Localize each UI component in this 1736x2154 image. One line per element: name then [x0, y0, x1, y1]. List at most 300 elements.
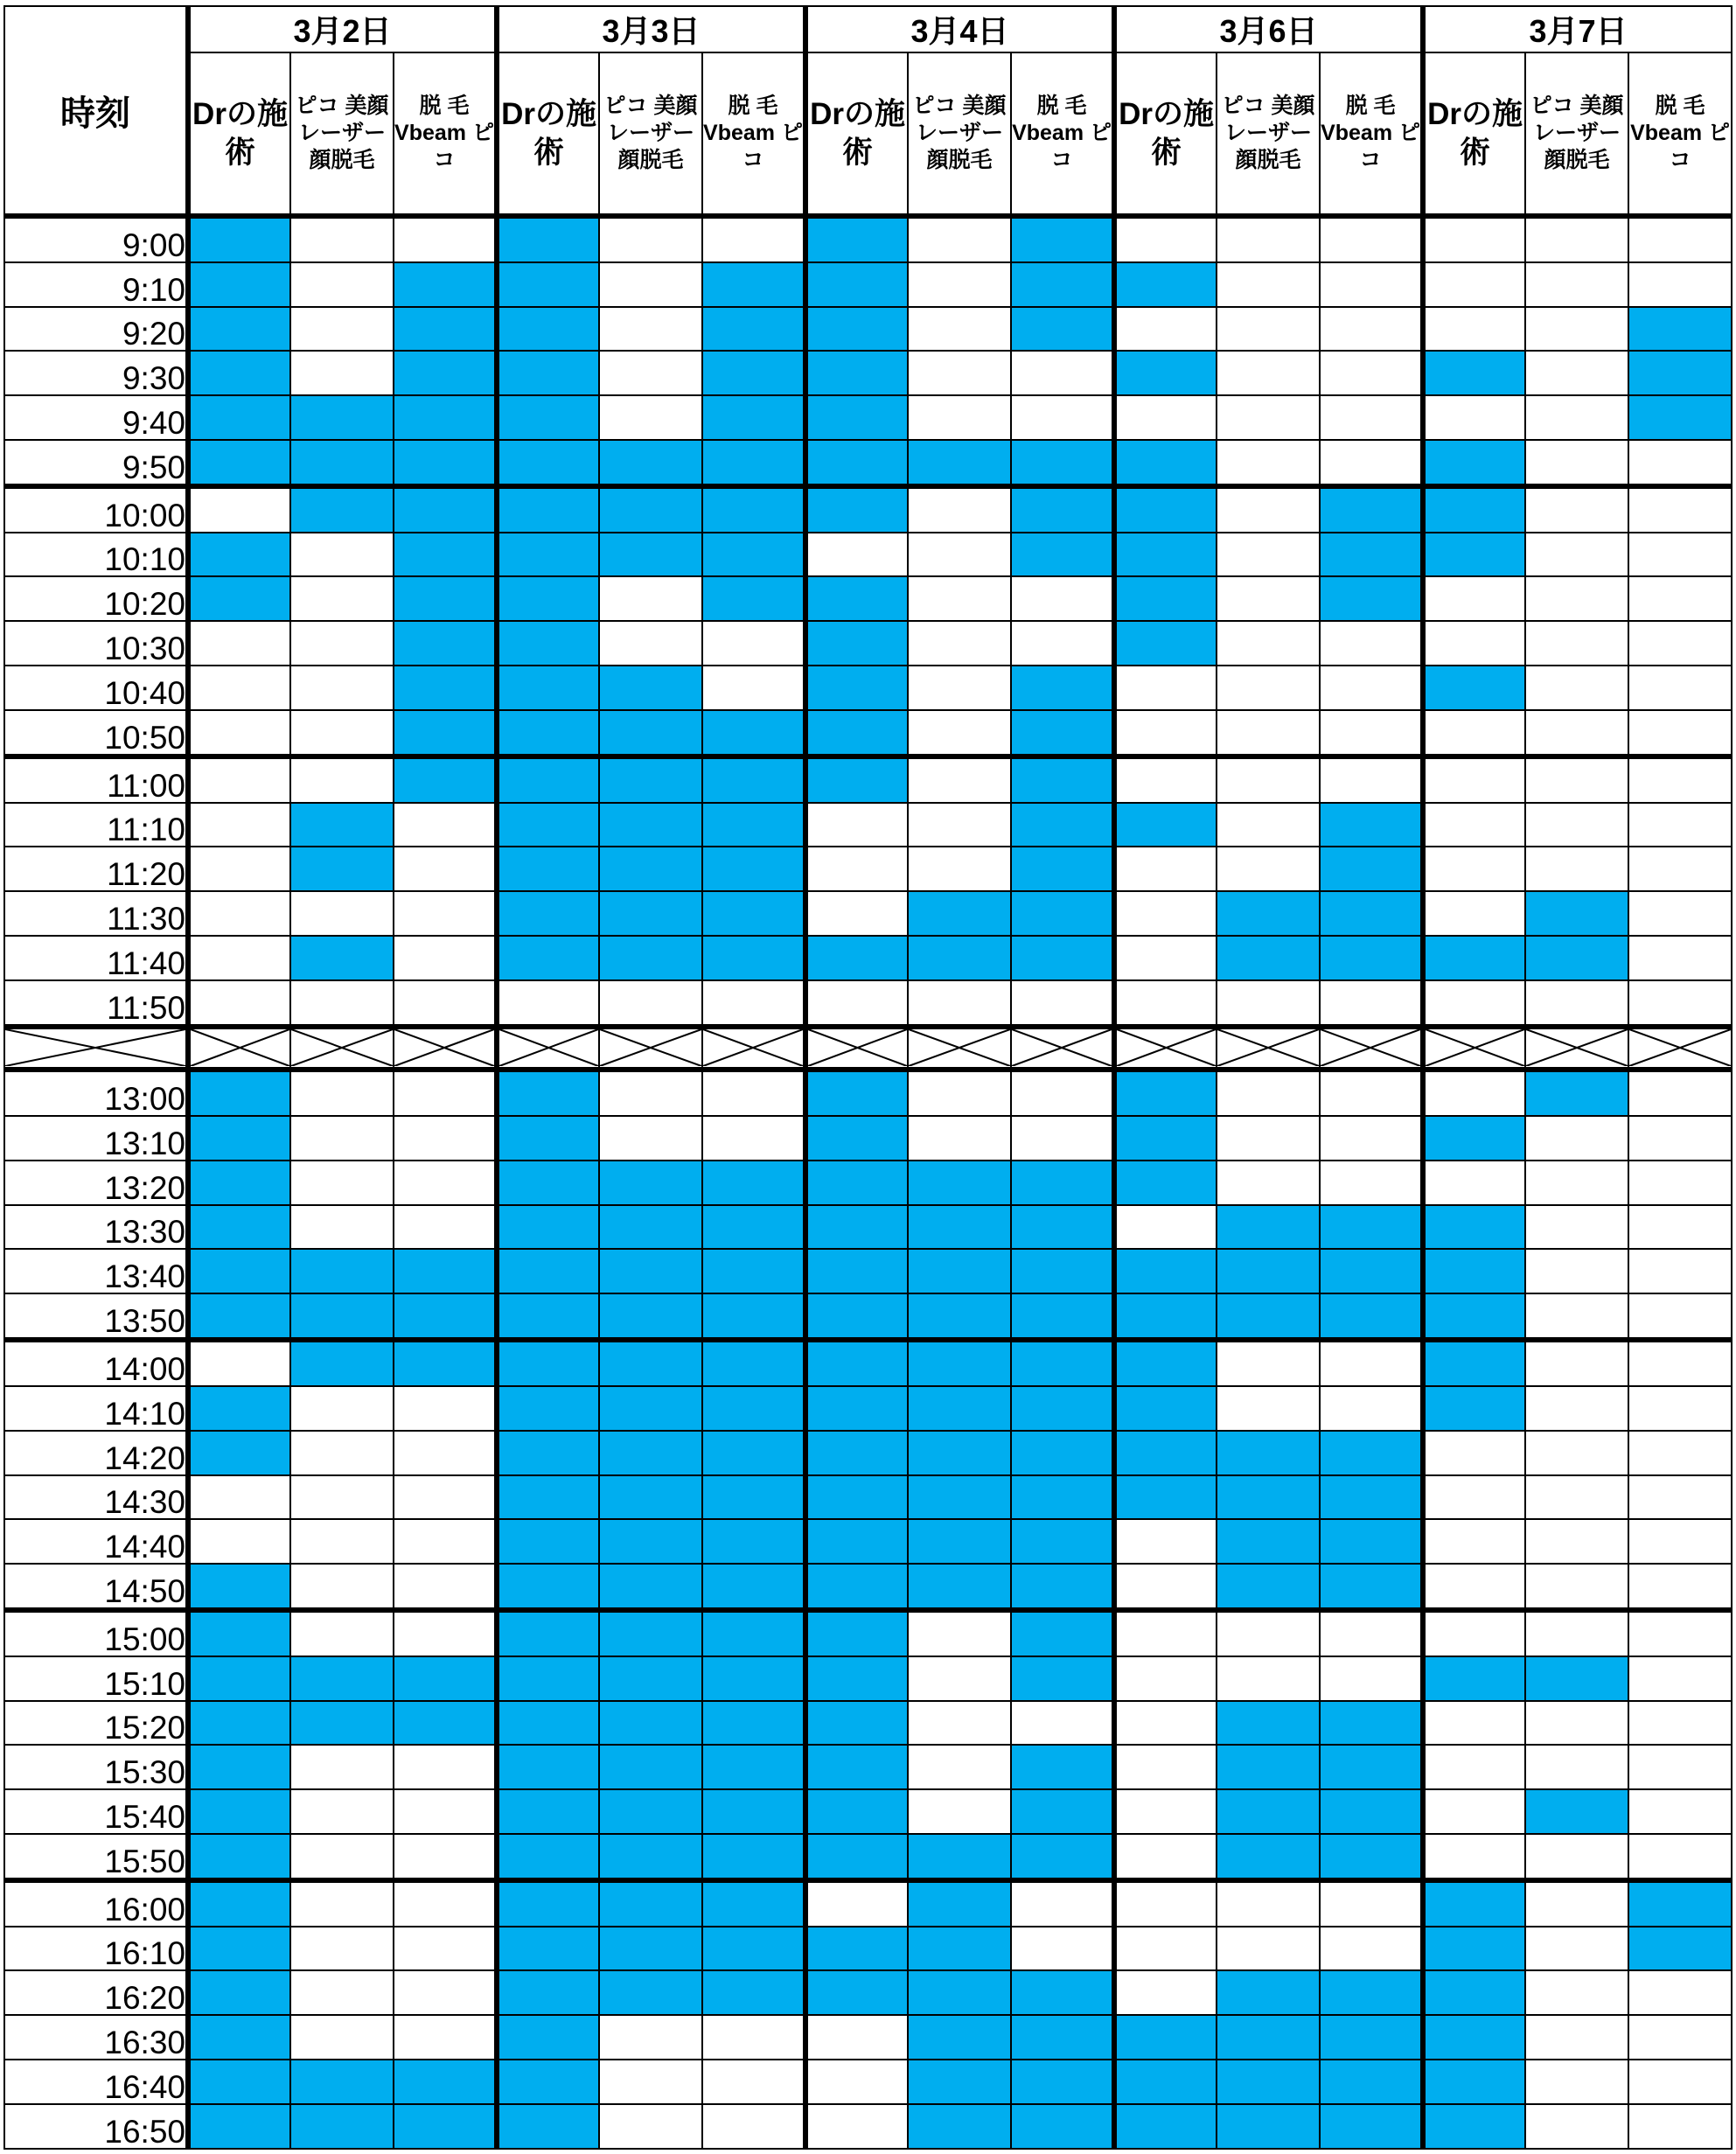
- slot-free[interactable]: [1114, 1701, 1217, 1746]
- slot-booked[interactable]: [599, 1475, 702, 1520]
- slot-booked[interactable]: [497, 576, 599, 621]
- slot-free[interactable]: [1423, 1564, 1525, 1610]
- slot-free[interactable]: [1217, 486, 1320, 533]
- slot-booked[interactable]: [702, 1834, 805, 1880]
- slot-booked[interactable]: [497, 666, 599, 710]
- slot-booked[interactable]: [805, 216, 908, 262]
- slot-free[interactable]: [1011, 1927, 1114, 1971]
- slot-booked[interactable]: [1011, 2015, 1114, 2060]
- slot-booked[interactable]: [188, 1564, 290, 1610]
- slot-free[interactable]: [290, 262, 394, 307]
- slot-free[interactable]: [1423, 980, 1525, 1027]
- slot-booked[interactable]: [805, 1431, 908, 1475]
- slot-booked[interactable]: [805, 1564, 908, 1610]
- slot-booked[interactable]: [497, 1834, 599, 1880]
- slot-free[interactable]: [394, 936, 497, 980]
- slot-booked[interactable]: [497, 621, 599, 666]
- slot-free[interactable]: [1628, 1340, 1732, 1386]
- slot-free[interactable]: [290, 2015, 394, 2060]
- slot-free[interactable]: [1525, 2060, 1628, 2104]
- slot-free[interactable]: [908, 1070, 1011, 1116]
- slot-free[interactable]: [1114, 216, 1217, 262]
- slot-free[interactable]: [1525, 1475, 1628, 1520]
- slot-booked[interactable]: [497, 440, 599, 486]
- slot-free[interactable]: [1320, 980, 1423, 1027]
- slot-booked[interactable]: [599, 1249, 702, 1293]
- slot-booked[interactable]: [599, 710, 702, 756]
- slot-booked[interactable]: [188, 1610, 290, 1656]
- slot-free[interactable]: [188, 891, 290, 936]
- slot-booked[interactable]: [188, 1789, 290, 1834]
- slot-booked[interactable]: [394, 395, 497, 440]
- slot-booked[interactable]: [702, 307, 805, 352]
- slot-booked[interactable]: [1217, 936, 1320, 980]
- slot-booked[interactable]: [1011, 1519, 1114, 1564]
- slot-booked[interactable]: [1423, 1386, 1525, 1431]
- slot-free[interactable]: [1114, 891, 1217, 936]
- slot-free[interactable]: [1217, 710, 1320, 756]
- slot-booked[interactable]: [1320, 1293, 1423, 1340]
- slot-free[interactable]: [188, 1340, 290, 1386]
- slot-free[interactable]: [1628, 262, 1732, 307]
- slot-booked[interactable]: [599, 1745, 702, 1789]
- slot-booked[interactable]: [497, 756, 599, 803]
- slot-booked[interactable]: [1423, 2104, 1525, 2149]
- slot-free[interactable]: [1114, 1564, 1217, 1610]
- slot-free[interactable]: [1217, 1386, 1320, 1431]
- slot-booked[interactable]: [1628, 1927, 1732, 1971]
- slot-free[interactable]: [1525, 1745, 1628, 1789]
- slot-booked[interactable]: [188, 1880, 290, 1927]
- slot-booked[interactable]: [599, 1386, 702, 1431]
- slot-free[interactable]: [805, 2015, 908, 2060]
- slot-booked[interactable]: [1011, 1249, 1114, 1293]
- slot-free[interactable]: [1525, 1116, 1628, 1161]
- slot-booked[interactable]: [702, 262, 805, 307]
- slot-booked[interactable]: [394, 262, 497, 307]
- slot-free[interactable]: [1525, 1564, 1628, 1610]
- slot-free[interactable]: [908, 486, 1011, 533]
- slot-free[interactable]: [1320, 1880, 1423, 1927]
- slot-booked[interactable]: [599, 1431, 702, 1475]
- slot-free[interactable]: [1525, 1834, 1628, 1880]
- slot-free[interactable]: [1423, 621, 1525, 666]
- slot-booked[interactable]: [1114, 486, 1217, 533]
- slot-free[interactable]: [1011, 1701, 1114, 1746]
- slot-free[interactable]: [1217, 1927, 1320, 1971]
- slot-free[interactable]: [188, 803, 290, 847]
- slot-free[interactable]: [599, 2060, 702, 2104]
- slot-booked[interactable]: [290, 1656, 394, 1701]
- slot-booked[interactable]: [1114, 440, 1217, 486]
- slot-booked[interactable]: [702, 1386, 805, 1431]
- slot-free[interactable]: [908, 847, 1011, 891]
- slot-free[interactable]: [1011, 576, 1114, 621]
- slot-booked[interactable]: [702, 1610, 805, 1656]
- slot-booked[interactable]: [1320, 1564, 1423, 1610]
- slot-booked[interactable]: [497, 1519, 599, 1564]
- slot-booked[interactable]: [702, 1293, 805, 1340]
- slot-booked[interactable]: [702, 1745, 805, 1789]
- slot-booked[interactable]: [1217, 1249, 1320, 1293]
- slot-free[interactable]: [1114, 1610, 1217, 1656]
- slot-booked[interactable]: [805, 1656, 908, 1701]
- slot-booked[interactable]: [394, 440, 497, 486]
- slot-free[interactable]: [188, 710, 290, 756]
- slot-free[interactable]: [1628, 2104, 1732, 2149]
- slot-free[interactable]: [1628, 936, 1732, 980]
- slot-booked[interactable]: [1423, 1970, 1525, 2015]
- slot-free[interactable]: [1628, 1249, 1732, 1293]
- slot-free[interactable]: [1217, 1070, 1320, 1116]
- slot-booked[interactable]: [497, 1927, 599, 1971]
- slot-booked[interactable]: [1423, 936, 1525, 980]
- slot-free[interactable]: [1320, 621, 1423, 666]
- slot-booked[interactable]: [1320, 1519, 1423, 1564]
- slot-free[interactable]: [188, 666, 290, 710]
- slot-booked[interactable]: [1011, 262, 1114, 307]
- slot-booked[interactable]: [1011, 1834, 1114, 1880]
- slot-booked[interactable]: [702, 395, 805, 440]
- slot-booked[interactable]: [908, 1340, 1011, 1386]
- slot-booked[interactable]: [1217, 2015, 1320, 2060]
- slot-free[interactable]: [1114, 395, 1217, 440]
- slot-free[interactable]: [908, 710, 1011, 756]
- slot-free[interactable]: [1423, 576, 1525, 621]
- slot-free[interactable]: [290, 216, 394, 262]
- slot-booked[interactable]: [702, 576, 805, 621]
- slot-booked[interactable]: [394, 1340, 497, 1386]
- slot-booked[interactable]: [1011, 1789, 1114, 1834]
- slot-booked[interactable]: [599, 1834, 702, 1880]
- slot-booked[interactable]: [1320, 2060, 1423, 2104]
- slot-free[interactable]: [1320, 756, 1423, 803]
- slot-free[interactable]: [599, 1070, 702, 1116]
- slot-free[interactable]: [1628, 1161, 1732, 1205]
- slot-booked[interactable]: [1114, 1161, 1217, 1205]
- slot-free[interactable]: [1423, 1519, 1525, 1564]
- slot-booked[interactable]: [908, 1249, 1011, 1293]
- slot-booked[interactable]: [188, 576, 290, 621]
- slot-free[interactable]: [188, 1519, 290, 1564]
- slot-free[interactable]: [1114, 1205, 1217, 1250]
- slot-free[interactable]: [599, 216, 702, 262]
- slot-booked[interactable]: [1011, 936, 1114, 980]
- slot-booked[interactable]: [908, 891, 1011, 936]
- slot-booked[interactable]: [702, 803, 805, 847]
- slot-booked[interactable]: [805, 1386, 908, 1431]
- slot-free[interactable]: [908, 262, 1011, 307]
- slot-free[interactable]: [599, 262, 702, 307]
- slot-booked[interactable]: [805, 1293, 908, 1340]
- slot-booked[interactable]: [290, 2060, 394, 2104]
- slot-free[interactable]: [1423, 847, 1525, 891]
- slot-booked[interactable]: [702, 1340, 805, 1386]
- slot-free[interactable]: [1628, 847, 1732, 891]
- slot-booked[interactable]: [805, 395, 908, 440]
- slot-booked[interactable]: [1320, 1475, 1423, 1520]
- slot-free[interactable]: [188, 847, 290, 891]
- slot-booked[interactable]: [908, 1834, 1011, 1880]
- slot-free[interactable]: [908, 395, 1011, 440]
- slot-free[interactable]: [908, 756, 1011, 803]
- slot-free[interactable]: [1525, 351, 1628, 395]
- slot-free[interactable]: [1628, 533, 1732, 577]
- slot-booked[interactable]: [188, 1293, 290, 1340]
- slot-booked[interactable]: [497, 891, 599, 936]
- slot-booked[interactable]: [497, 262, 599, 307]
- slot-free[interactable]: [1114, 936, 1217, 980]
- slot-booked[interactable]: [1423, 1205, 1525, 1250]
- slot-free[interactable]: [1525, 1927, 1628, 1971]
- slot-free[interactable]: [1320, 1927, 1423, 1971]
- slot-booked[interactable]: [599, 1564, 702, 1610]
- slot-free[interactable]: [702, 666, 805, 710]
- slot-booked[interactable]: [290, 1340, 394, 1386]
- slot-free[interactable]: [908, 216, 1011, 262]
- slot-free[interactable]: [1628, 1519, 1732, 1564]
- slot-free[interactable]: [1628, 2060, 1732, 2104]
- slot-free[interactable]: [394, 1161, 497, 1205]
- slot-free[interactable]: [1423, 262, 1525, 307]
- slot-booked[interactable]: [702, 351, 805, 395]
- slot-booked[interactable]: [497, 1205, 599, 1250]
- slot-free[interactable]: [1525, 1610, 1628, 1656]
- slot-free[interactable]: [1320, 262, 1423, 307]
- slot-booked[interactable]: [599, 847, 702, 891]
- slot-free[interactable]: [290, 1386, 394, 1431]
- slot-free[interactable]: [908, 1789, 1011, 1834]
- slot-booked[interactable]: [497, 1656, 599, 1701]
- slot-free[interactable]: [1217, 533, 1320, 577]
- slot-free[interactable]: [1423, 710, 1525, 756]
- slot-booked[interactable]: [1011, 1475, 1114, 1520]
- slot-free[interactable]: [599, 395, 702, 440]
- slot-free[interactable]: [290, 1970, 394, 2015]
- slot-free[interactable]: [1628, 891, 1732, 936]
- slot-booked[interactable]: [1114, 1116, 1217, 1161]
- slot-booked[interactable]: [497, 803, 599, 847]
- slot-booked[interactable]: [702, 936, 805, 980]
- slot-free[interactable]: [290, 1745, 394, 1789]
- slot-booked[interactable]: [290, 440, 394, 486]
- slot-free[interactable]: [1011, 1070, 1114, 1116]
- slot-free[interactable]: [394, 847, 497, 891]
- slot-free[interactable]: [1525, 980, 1628, 1027]
- slot-free[interactable]: [1628, 1070, 1732, 1116]
- slot-free[interactable]: [1217, 1340, 1320, 1386]
- slot-free[interactable]: [1423, 1701, 1525, 1746]
- slot-free[interactable]: [1217, 1656, 1320, 1701]
- slot-free[interactable]: [702, 1070, 805, 1116]
- slot-free[interactable]: [1011, 351, 1114, 395]
- slot-booked[interactable]: [394, 621, 497, 666]
- slot-free[interactable]: [290, 1431, 394, 1475]
- slot-booked[interactable]: [1114, 1249, 1217, 1293]
- slot-booked[interactable]: [805, 1070, 908, 1116]
- slot-free[interactable]: [1320, 395, 1423, 440]
- slot-booked[interactable]: [599, 1970, 702, 2015]
- slot-booked[interactable]: [702, 1701, 805, 1746]
- slot-free[interactable]: [394, 1745, 497, 1789]
- slot-free[interactable]: [805, 2104, 908, 2149]
- slot-booked[interactable]: [188, 1927, 290, 1971]
- slot-free[interactable]: [1628, 1564, 1732, 1610]
- slot-booked[interactable]: [1423, 2015, 1525, 2060]
- slot-booked[interactable]: [290, 395, 394, 440]
- slot-booked[interactable]: [188, 1970, 290, 2015]
- slot-booked[interactable]: [702, 1927, 805, 1971]
- slot-free[interactable]: [1217, 307, 1320, 352]
- slot-booked[interactable]: [188, 2015, 290, 2060]
- slot-booked[interactable]: [290, 936, 394, 980]
- slot-free[interactable]: [1320, 1386, 1423, 1431]
- slot-free[interactable]: [1011, 1880, 1114, 1927]
- slot-free[interactable]: [1114, 1745, 1217, 1789]
- slot-free[interactable]: [394, 1834, 497, 1880]
- slot-booked[interactable]: [188, 1834, 290, 1880]
- slot-free[interactable]: [1525, 1701, 1628, 1746]
- slot-booked[interactable]: [1423, 533, 1525, 577]
- slot-booked[interactable]: [1011, 710, 1114, 756]
- slot-free[interactable]: [805, 980, 908, 1027]
- slot-booked[interactable]: [908, 1970, 1011, 2015]
- slot-booked[interactable]: [394, 533, 497, 577]
- slot-booked[interactable]: [497, 2060, 599, 2104]
- slot-booked[interactable]: [1011, 1293, 1114, 1340]
- slot-free[interactable]: [1114, 1880, 1217, 1927]
- slot-free[interactable]: [1114, 710, 1217, 756]
- slot-free[interactable]: [599, 621, 702, 666]
- slot-booked[interactable]: [805, 1970, 908, 2015]
- slot-free[interactable]: [1525, 216, 1628, 262]
- slot-free[interactable]: [908, 666, 1011, 710]
- slot-booked[interactable]: [1525, 891, 1628, 936]
- slot-free[interactable]: [805, 533, 908, 577]
- slot-free[interactable]: [1114, 1970, 1217, 2015]
- slot-free[interactable]: [1320, 666, 1423, 710]
- slot-booked[interactable]: [702, 847, 805, 891]
- slot-free[interactable]: [1114, 666, 1217, 710]
- slot-booked[interactable]: [497, 1386, 599, 1431]
- slot-free[interactable]: [1525, 2015, 1628, 2060]
- slot-booked[interactable]: [599, 1701, 702, 1746]
- slot-booked[interactable]: [1011, 307, 1114, 352]
- slot-free[interactable]: [1217, 351, 1320, 395]
- slot-free[interactable]: [394, 1789, 497, 1834]
- slot-free[interactable]: [1320, 1340, 1423, 1386]
- slot-booked[interactable]: [1525, 936, 1628, 980]
- slot-free[interactable]: [394, 1386, 497, 1431]
- slot-booked[interactable]: [908, 936, 1011, 980]
- slot-booked[interactable]: [394, 1701, 497, 1746]
- slot-booked[interactable]: [1217, 1970, 1320, 2015]
- slot-free[interactable]: [1628, 440, 1732, 486]
- slot-booked[interactable]: [599, 1161, 702, 1205]
- slot-booked[interactable]: [805, 756, 908, 803]
- slot-free[interactable]: [1320, 710, 1423, 756]
- slot-free[interactable]: [1525, 710, 1628, 756]
- slot-free[interactable]: [1217, 576, 1320, 621]
- slot-free[interactable]: [1320, 1610, 1423, 1656]
- slot-booked[interactable]: [188, 1070, 290, 1116]
- slot-free[interactable]: [908, 803, 1011, 847]
- slot-free[interactable]: [1320, 216, 1423, 262]
- slot-booked[interactable]: [702, 1519, 805, 1564]
- slot-booked[interactable]: [908, 1431, 1011, 1475]
- slot-free[interactable]: [290, 1116, 394, 1161]
- slot-free[interactable]: [1628, 216, 1732, 262]
- slot-free[interactable]: [1525, 1386, 1628, 1431]
- slot-booked[interactable]: [394, 307, 497, 352]
- slot-booked[interactable]: [1423, 351, 1525, 395]
- slot-free[interactable]: [1525, 1293, 1628, 1340]
- slot-booked[interactable]: [1011, 533, 1114, 577]
- slot-free[interactable]: [497, 980, 599, 1027]
- slot-free[interactable]: [1320, 1116, 1423, 1161]
- slot-booked[interactable]: [497, 1116, 599, 1161]
- slot-booked[interactable]: [805, 1475, 908, 1520]
- slot-booked[interactable]: [394, 710, 497, 756]
- slot-free[interactable]: [1217, 1161, 1320, 1205]
- slot-booked[interactable]: [188, 216, 290, 262]
- slot-booked[interactable]: [394, 2104, 497, 2149]
- slot-booked[interactable]: [1011, 847, 1114, 891]
- slot-free[interactable]: [394, 1070, 497, 1116]
- slot-booked[interactable]: [1217, 1789, 1320, 1834]
- slot-booked[interactable]: [1011, 1386, 1114, 1431]
- slot-booked[interactable]: [394, 1656, 497, 1701]
- slot-booked[interactable]: [1011, 2060, 1114, 2104]
- slot-booked[interactable]: [908, 1293, 1011, 1340]
- slot-free[interactable]: [1011, 395, 1114, 440]
- slot-free[interactable]: [1628, 2015, 1732, 2060]
- slot-booked[interactable]: [702, 1431, 805, 1475]
- slot-booked[interactable]: [805, 1789, 908, 1834]
- slot-booked[interactable]: [394, 756, 497, 803]
- slot-booked[interactable]: [908, 2060, 1011, 2104]
- slot-booked[interactable]: [497, 1701, 599, 1746]
- slot-booked[interactable]: [805, 1834, 908, 1880]
- slot-booked[interactable]: [1423, 1293, 1525, 1340]
- slot-booked[interactable]: [1628, 351, 1732, 395]
- slot-free[interactable]: [1525, 1340, 1628, 1386]
- slot-booked[interactable]: [1320, 2104, 1423, 2149]
- slot-booked[interactable]: [805, 576, 908, 621]
- slot-free[interactable]: [702, 621, 805, 666]
- slot-booked[interactable]: [394, 2060, 497, 2104]
- slot-booked[interactable]: [1114, 1340, 1217, 1386]
- slot-booked[interactable]: [805, 710, 908, 756]
- slot-free[interactable]: [290, 533, 394, 577]
- slot-free[interactable]: [1114, 847, 1217, 891]
- slot-booked[interactable]: [497, 2015, 599, 2060]
- slot-booked[interactable]: [497, 533, 599, 577]
- slot-free[interactable]: [599, 307, 702, 352]
- slot-booked[interactable]: [290, 486, 394, 533]
- slot-booked[interactable]: [1217, 891, 1320, 936]
- slot-booked[interactable]: [1423, 1656, 1525, 1701]
- slot-booked[interactable]: [599, 1205, 702, 1250]
- slot-free[interactable]: [394, 803, 497, 847]
- slot-free[interactable]: [599, 351, 702, 395]
- slot-booked[interactable]: [1114, 1475, 1217, 1520]
- slot-free[interactable]: [394, 1927, 497, 1971]
- slot-booked[interactable]: [497, 847, 599, 891]
- slot-booked[interactable]: [908, 1880, 1011, 1927]
- slot-booked[interactable]: [702, 533, 805, 577]
- slot-free[interactable]: [1628, 1656, 1732, 1701]
